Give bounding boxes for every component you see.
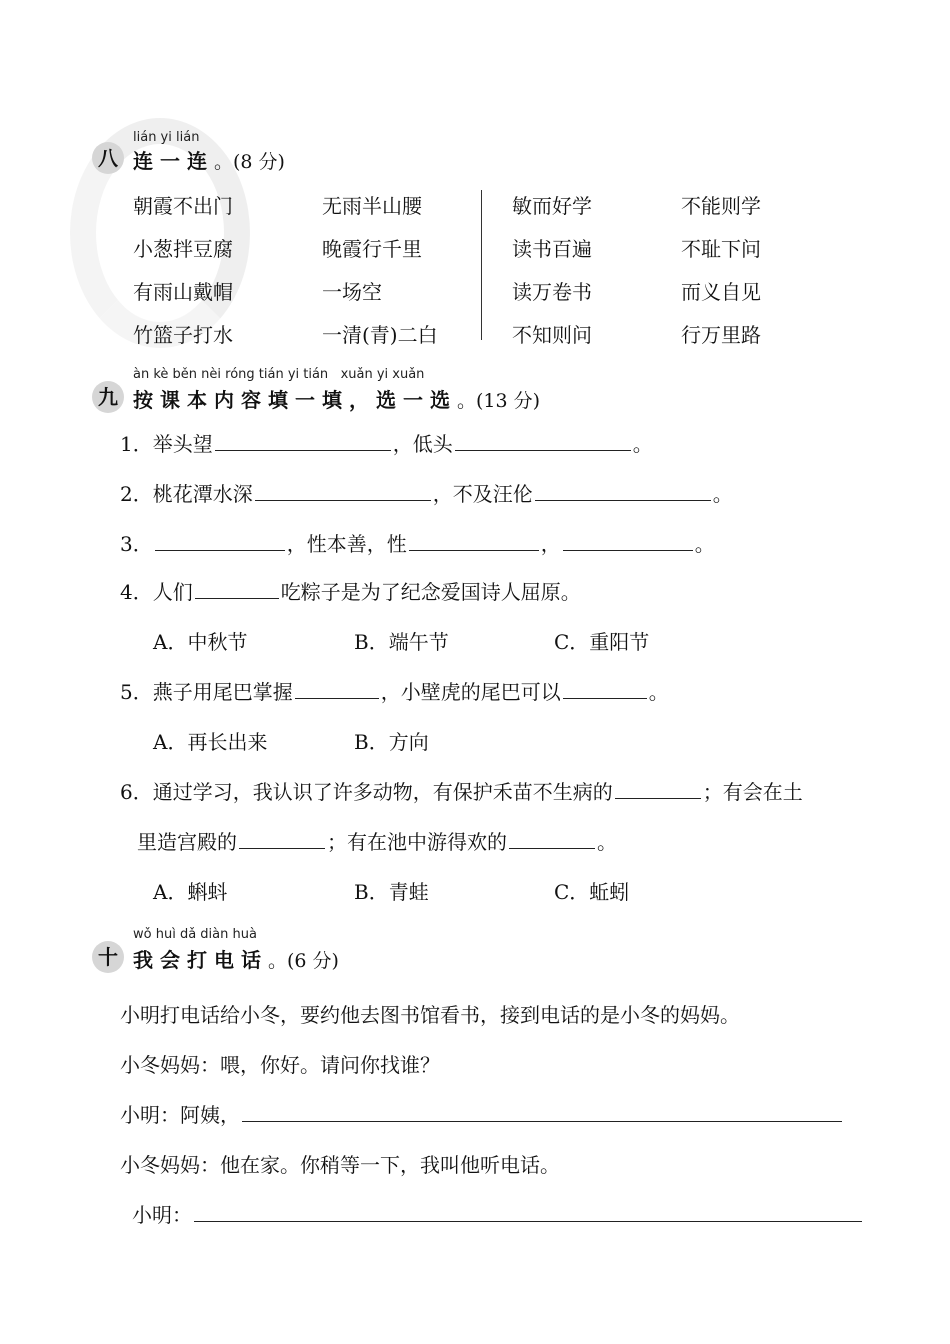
q6-text-d: ；有在池中游得欢的 bbox=[327, 830, 507, 854]
answer-blank[interactable] bbox=[409, 532, 539, 551]
answer-blank[interactable] bbox=[194, 1203, 862, 1222]
sec8-title: 连一连 bbox=[133, 149, 214, 173]
list-item: 小葱拌豆腐 bbox=[133, 237, 233, 261]
option-a[interactable]: A．再长出来 bbox=[153, 730, 268, 754]
answer-blank[interactable] bbox=[615, 780, 701, 799]
sec8-score: 。(8 分) bbox=[214, 151, 285, 173]
option-b[interactable]: B．青蛙 bbox=[354, 880, 429, 904]
q6-text-e: 。 bbox=[597, 830, 617, 854]
q1-text-c: 。 bbox=[632, 432, 653, 456]
list-item: 竹篮子打水 bbox=[133, 323, 233, 347]
sec10-score: 。(6 分) bbox=[268, 950, 339, 972]
q3-text-b: ，性本善，性 bbox=[286, 532, 407, 556]
q5-text-b: ，小壁虎的尾巴可以 bbox=[380, 680, 561, 704]
dialogue-speaker: 小明：阿姨， bbox=[120, 1103, 240, 1127]
answer-blank[interactable] bbox=[563, 532, 693, 551]
answer-blank[interactable] bbox=[242, 1103, 842, 1122]
answer-blank[interactable] bbox=[155, 532, 285, 551]
q1-text-a: 1．举头望 bbox=[120, 432, 213, 456]
answer-blank[interactable] bbox=[563, 680, 647, 699]
option-b[interactable]: B．方向 bbox=[354, 730, 429, 754]
answer-blank[interactable] bbox=[195, 580, 279, 599]
question-5 bbox=[120, 676, 669, 705]
question-4 bbox=[120, 576, 581, 605]
list-item: 无雨半山腰 bbox=[322, 194, 422, 218]
dialogue-intro: 小明打电话给小冬，要约他去图书馆看书，接到电话的是小冬的妈妈。 bbox=[120, 1003, 740, 1027]
answer-blank[interactable] bbox=[239, 830, 325, 849]
list-item: 而义自见 bbox=[681, 280, 761, 304]
sec10-pinyin: wǒ huì dǎ diàn huà bbox=[133, 927, 257, 942]
q4-text-b: 吃粽子是为了纪念爱国诗人屈原。 bbox=[280, 580, 581, 604]
answer-blank[interactable] bbox=[295, 680, 379, 699]
sec10-number-badge: 十 bbox=[92, 941, 124, 973]
dialogue-line: 小冬妈妈：喂，你好。请问你找谁？ bbox=[120, 1053, 440, 1077]
q4-text-a: 4．人们 bbox=[120, 580, 193, 604]
q6-text-b: ；有会在土 bbox=[702, 780, 803, 804]
sec8-pinyin: lián yi lián bbox=[133, 130, 200, 145]
q3-text-a: 3． bbox=[120, 532, 153, 556]
q1-text-b: ，低头 bbox=[392, 432, 453, 456]
sec9-pinyin: àn kè běn nèi róng tián yi tián xuǎn yi xuǎn bbox=[133, 367, 425, 382]
dialogue-line-answer bbox=[120, 1099, 844, 1128]
sec9-title: 按课本内容填一填，选一选 bbox=[133, 388, 457, 412]
answer-blank[interactable] bbox=[455, 432, 631, 451]
question-6-cont bbox=[137, 826, 617, 855]
question-3 bbox=[120, 528, 715, 557]
list-item: 读书百遍 bbox=[512, 237, 592, 261]
q5-text-c: 。 bbox=[648, 680, 669, 704]
option-a[interactable]: A．蝌蚪 bbox=[153, 880, 228, 904]
q6-text-a: 6．通过学习，我认识了许多动物，有保护禾苗不生病的 bbox=[120, 780, 613, 804]
answer-blank[interactable] bbox=[255, 482, 431, 501]
q2-text-b: ，不及汪伦 bbox=[432, 482, 533, 506]
list-item: 一场空 bbox=[322, 280, 382, 304]
option-b[interactable]: B．端午节 bbox=[354, 630, 449, 654]
option-a[interactable]: A．中秋节 bbox=[153, 630, 248, 654]
dialogue-line-answer bbox=[132, 1199, 864, 1228]
list-item: 一清(青)二白 bbox=[322, 323, 438, 347]
sec10-title: 我会打电话 bbox=[133, 948, 268, 972]
list-item: 晚霞行千里 bbox=[322, 237, 422, 261]
list-item: 行万里路 bbox=[681, 323, 761, 347]
answer-blank[interactable] bbox=[509, 830, 595, 849]
q2-text-c: 。 bbox=[712, 482, 733, 506]
list-item: 朝霞不出门 bbox=[133, 194, 233, 218]
sec10-heading bbox=[133, 944, 339, 973]
column-divider bbox=[481, 190, 482, 340]
dialogue-line: 小冬妈妈：他在家。你稍等一下，我叫他听电话。 bbox=[120, 1153, 560, 1177]
q6-text-c: 里造宫殿的 bbox=[137, 830, 237, 854]
list-item: 敏而好学 bbox=[512, 194, 592, 218]
answer-blank[interactable] bbox=[535, 482, 711, 501]
q2-text-a: 2．桃花潭水深 bbox=[120, 482, 253, 506]
list-item: 有雨山戴帽 bbox=[133, 280, 233, 304]
sec9-score: 。(13 分) bbox=[457, 390, 541, 412]
answer-blank[interactable] bbox=[215, 432, 391, 451]
q5-text-a: 5．燕子用尾巴掌握 bbox=[120, 680, 293, 704]
dialogue-speaker: 小明： bbox=[132, 1203, 192, 1227]
list-item: 不能则学 bbox=[681, 194, 761, 218]
question-2 bbox=[120, 478, 733, 507]
q3-text-c: ， bbox=[540, 532, 561, 556]
list-item: 不知则问 bbox=[512, 323, 592, 347]
option-c[interactable]: C．重阳节 bbox=[554, 630, 650, 654]
q3-text-d: 。 bbox=[694, 532, 715, 556]
sec9-number-badge: 九 bbox=[92, 381, 124, 413]
sec8-number-badge: 八 bbox=[92, 142, 124, 174]
question-1 bbox=[120, 428, 653, 457]
sec8-heading bbox=[133, 145, 285, 174]
option-c[interactable]: C．蚯蚓 bbox=[554, 880, 630, 904]
sec9-heading bbox=[133, 384, 540, 413]
question-6 bbox=[120, 776, 803, 805]
list-item: 读万卷书 bbox=[512, 280, 592, 304]
list-item: 不耻下问 bbox=[681, 237, 761, 261]
